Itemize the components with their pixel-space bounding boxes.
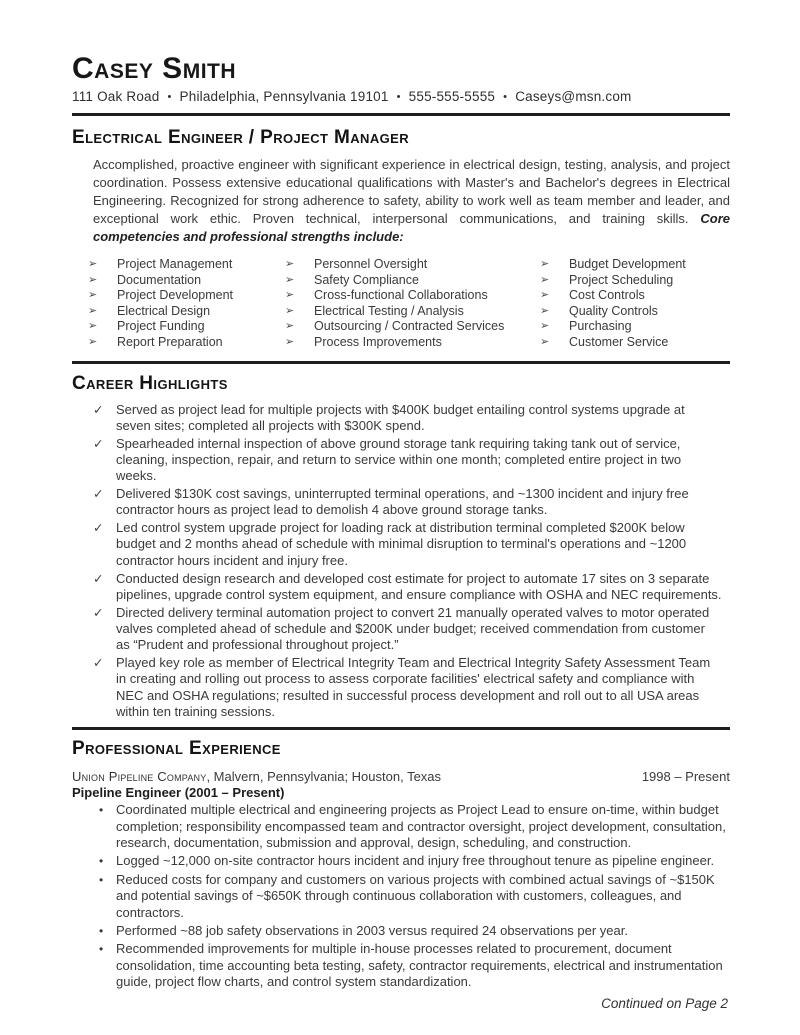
contact-email: Caseys@msn.com <box>515 89 632 104</box>
competency-item <box>88 319 285 335</box>
competency-item <box>285 335 540 351</box>
competency-label: Project Development <box>117 288 234 303</box>
competencies-column-3 <box>540 257 730 351</box>
competency-item <box>285 304 540 320</box>
experience-bullet <box>99 872 730 921</box>
arrowhead-bullet-icon: ➢ <box>88 304 98 317</box>
competency-label: Quality Controls <box>569 303 658 318</box>
arrowhead-bullet-icon: ➢ <box>88 335 98 348</box>
resume-header <box>72 52 730 104</box>
competencies-column-2 <box>285 257 540 351</box>
arrowhead-bullet-icon: ➢ <box>540 304 550 317</box>
contact-line <box>72 89 730 104</box>
career-highlights-list <box>93 402 730 721</box>
competency-item <box>88 273 285 289</box>
highlight-text: Spearheaded internal inspection of above ground storage tank requiring taking tank out of service, cleaning, inspection, repair, and return to service within one month; completed entire project in two weeks. <box>116 435 682 484</box>
arrowhead-bullet-icon: ➢ <box>540 273 550 286</box>
competency-label: Budget Development <box>569 257 686 271</box>
highlight-item <box>93 605 730 654</box>
company-location: , Malvern, Pennsylvania; Houston, Texas <box>206 769 442 785</box>
summary-emphasis: Core competencies and professional strengths include: <box>93 211 730 244</box>
arrowhead-bullet-icon: ➢ <box>285 335 295 348</box>
competency-item <box>88 257 285 273</box>
competency-label: Process Improvements <box>314 334 442 349</box>
arrowhead-bullet-icon: ➢ <box>88 273 98 286</box>
arrowhead-bullet-icon: ➢ <box>285 273 295 286</box>
company-name: Union Pipeline Company <box>72 769 207 785</box>
section-title-professional-experience: Professional Experience <box>72 738 281 760</box>
highlight-item <box>93 436 730 485</box>
check-bullet-icon: ✓ <box>93 487 104 502</box>
highlight-item <box>93 402 730 435</box>
highlight-text: Conducted design research and developed cost estimate for project to automate 17 sites on 3 separate pipelines, upgrade control system equipment, and ensure compliance with OSHA and NEC requirements. <box>116 570 722 602</box>
competency-label: Electrical Testing / Analysis <box>314 303 464 318</box>
job-title: Pipeline Engineer (2001 – Present) <box>72 785 285 801</box>
highlight-text: Delivered $130K cost savings, uninterrupted terminal operations, and ~1300 incident and injury free contractor hours as project lead to demolish 4 above ground storage tanks. <box>116 486 689 518</box>
competencies-column-1 <box>88 257 285 351</box>
dot-bullet-icon: • <box>99 924 104 939</box>
experience-bullet <box>99 853 730 869</box>
competency-item <box>88 304 285 320</box>
experience-company-row <box>72 769 730 784</box>
competency-label: Customer Service <box>569 334 669 349</box>
arrowhead-bullet-icon: ➢ <box>285 304 295 317</box>
double-rule-divider <box>72 361 730 364</box>
competency-item <box>540 319 730 335</box>
competency-label: Outsourcing / Contracted Services <box>314 319 505 334</box>
arrowhead-bullet-icon: ➢ <box>285 289 295 302</box>
experience-bullet-text: Reduced costs for company and customers on various projects with combined actual savings of ~$150K and potential savings of ~$650K through continuous collaboration with customers, colleagues, and contractors. <box>116 871 715 920</box>
experience-bullet <box>99 923 730 939</box>
competency-label: Purchasing <box>569 319 632 334</box>
experience-bullet-text: Recommended improvements for multiple in-house processes related to procurement, document consolidation, time accounting beta testing, safety, contractor requirements, electrical and instrumentation guide, project flow charts, and control system standardization. <box>116 941 723 990</box>
arrowhead-bullet-icon: ➢ <box>88 320 98 333</box>
candidate-name: Casey Smith <box>72 52 237 85</box>
competency-item <box>540 288 730 304</box>
experience-bullet <box>99 802 730 851</box>
competency-item <box>285 273 540 289</box>
double-rule-divider <box>72 727 730 730</box>
check-bullet-icon: ✓ <box>93 656 104 671</box>
check-bullet-icon: ✓ <box>93 521 104 536</box>
competency-item <box>88 335 285 351</box>
competency-item <box>540 304 730 320</box>
bullet-separator-icon: • <box>167 91 172 103</box>
check-bullet-icon: ✓ <box>93 402 104 417</box>
section-title-profile: Electrical Engineer / Project Manager <box>72 127 409 148</box>
highlight-item <box>93 655 730 720</box>
highlight-text: Played key role as member of Electrical Integrity Team and Electrical Integrity Safety Assessment Team in creating and rolling out process to assess corporate facilities' electrical safety and compliance with NEC and OSHA regulations; resulted in successful process development and roll out to all USA areas within ten training sessions. <box>116 655 711 719</box>
highlight-text: Directed delivery terminal automation project to convert 21 manually operated valves to motor operated valves completed ahead of schedule and $200K under budget; received commendation from customer as “Prudent and professional throughout project.” <box>116 604 710 653</box>
experience-bullet-text: Logged ~12,000 on-site contractor hours incident and injury free throughout tenure as pipeline engineer. <box>116 853 715 869</box>
competency-item <box>540 273 730 289</box>
competency-item <box>285 319 540 335</box>
contact-city: Philadelphia, Pennsylvania 19101 <box>179 89 389 104</box>
section-profile <box>72 127 730 351</box>
section-career-highlights <box>72 373 730 721</box>
experience-bullet <box>99 941 730 990</box>
competency-label: Documentation <box>117 272 202 287</box>
dot-bullet-icon: • <box>99 942 104 957</box>
highlight-item <box>93 571 730 604</box>
check-bullet-icon: ✓ <box>93 605 104 620</box>
competency-label: Cross-functional Collaborations <box>314 288 488 303</box>
arrowhead-bullet-icon: ➢ <box>88 289 98 302</box>
highlight-item <box>93 486 730 519</box>
competency-label: Project Scheduling <box>569 272 674 287</box>
dot-bullet-icon: • <box>99 854 104 869</box>
check-bullet-icon: ✓ <box>93 571 104 586</box>
highlight-item <box>93 520 730 569</box>
contact-phone: 555-555-5555 <box>408 89 496 104</box>
dot-bullet-icon: • <box>99 803 104 818</box>
dot-bullet-icon: • <box>99 872 104 887</box>
continued-footer: Continued on Page 2 <box>601 995 728 1011</box>
competency-item <box>285 257 540 273</box>
competency-label: Project Funding <box>117 319 205 334</box>
arrowhead-bullet-icon: ➢ <box>540 289 550 302</box>
arrowhead-bullet-icon: ➢ <box>285 320 295 333</box>
competency-item <box>285 288 540 304</box>
company-line <box>72 769 441 784</box>
contact-address: 111 Oak Road <box>72 89 160 104</box>
bullet-separator-icon: • <box>396 91 401 103</box>
competency-item <box>540 335 730 351</box>
competency-label: Cost Controls <box>569 288 645 303</box>
arrowhead-bullet-icon: ➢ <box>88 258 98 270</box>
competency-label: Project Management <box>117 257 233 271</box>
competency-item <box>540 257 730 273</box>
bullet-separator-icon: • <box>503 91 508 103</box>
competencies-columns <box>72 257 730 351</box>
competency-item <box>88 288 285 304</box>
competency-label: Electrical Design <box>117 303 211 318</box>
highlight-text: Led control system upgrade project for loading rack at distribution terminal completed $200K below budget and 2 months ahead of schedule with minimal disruption to terminal's operations and ~1200 contractor hours incident and injury free. <box>116 520 687 568</box>
double-rule-divider <box>72 113 730 116</box>
section-professional-experience <box>72 738 730 990</box>
arrowhead-bullet-icon: ➢ <box>540 258 550 270</box>
arrowhead-bullet-icon: ➢ <box>540 320 550 333</box>
profile-summary <box>93 156 730 246</box>
section-title-career-highlights: Career Highlights <box>72 372 228 394</box>
experience-bullet-list <box>99 802 730 990</box>
highlight-text: Served as project lead for multiple projects with $400K budget entailing control systems upgrade at seven sites; completed all projects with $300K spend. <box>116 401 685 433</box>
check-bullet-icon: ✓ <box>93 436 104 451</box>
arrowhead-bullet-icon: ➢ <box>540 335 550 348</box>
experience-bullet-text: Performed ~88 job safety observations in 2003 versus required 24 observations per year. <box>116 923 628 939</box>
experience-bullet-text: Coordinated multiple electrical and engineering projects as Project Lead to ensure on-time, within budget completion; responsibility encompassed team and contractor oversight, project development, consultation, research, documentation, submission and approval, design, scheduling, and construction. <box>116 802 726 851</box>
competency-label: Personnel Oversight <box>314 257 428 271</box>
competency-label: Safety Compliance <box>314 272 419 287</box>
arrowhead-bullet-icon: ➢ <box>285 258 295 270</box>
competency-label: Report Preparation <box>117 334 223 349</box>
employment-dates: 1998 – Present <box>641 769 730 785</box>
summary-text: Accomplished, proactive engineer with significant experience in electrical design, testing, analysis, and project coordination. Possess extensive educational qualifications with Master's and Bachelor's degrees in Electrical Engineering. Recognized for strong adherence to safety, ability to work well as team member and leader, and exceptional work ethic. Proven technical, interpersonal communications, and training skills. <box>93 157 730 226</box>
